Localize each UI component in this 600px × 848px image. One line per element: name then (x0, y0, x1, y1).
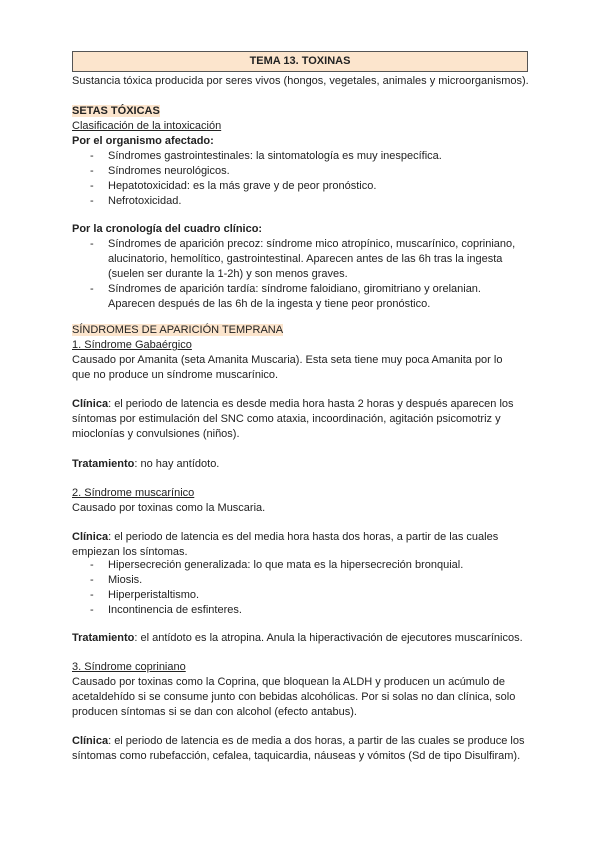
intro-text: Sustancia tóxica producida por seres vivos (hongos, vegetales, animales y microorganismos). (72, 75, 529, 87)
s2-title: 2. Síndrome muscarínico (72, 487, 195, 499)
list-item: - Hipersecreción generalizada: lo que mata es la hipersecreción bronquial. (72, 558, 542, 573)
s2-tratamiento: Tratamiento: el antídoto es la atropina. Anula la hiperactivación de ejecutores muscarínicos. (72, 632, 523, 644)
s1-desc: Causado por Amanita (seta Amanita Muscaria). Esta seta tiene muy poca Amanita por lo que no produce un síndrome muscarínico. (72, 354, 503, 381)
s2-clinica: Clínica: el periodo de latencia es del media hora hasta dos horas, a partir de las cuales empiezan los síntomas. (72, 531, 499, 558)
list-item: - Hiperperistaltismo. (72, 588, 542, 603)
cronologia-list (72, 237, 542, 312)
list-item: - Síndromes neurológicos. (72, 164, 542, 179)
s3-title: 3. Síndrome copriniano (72, 661, 186, 673)
list-item: - Nefrotoxicidad. (72, 194, 542, 209)
list-item: - Incontinencia de esfinteres. (72, 603, 542, 618)
list-item: - Hepatotoxicidad: es la más grave y de peor pronóstico. (72, 179, 542, 194)
s1-tratamiento: Tratamiento: no hay antídoto. (72, 458, 220, 470)
s3-clinica: Clínica: el periodo de latencia es de media a dos horas, a partir de las cuales se produce los síntomas como rubefacción, cefalea, taquicardia, náuseas y vómitos (Sd de tipo Disulfiram). (72, 735, 525, 762)
s3-desc: Causado por toxinas como la Coprina, que bloquean la ALDH y producen un acúmulo de acetaldehído si se consume junto con bebidas alcohólicas. Por si solas no dan clínica, solo producen síntomas si se dan con alcohol (efecto antabus). (72, 676, 516, 718)
s2-list (72, 558, 542, 618)
cronologia-heading: Por la cronología del cuadro clínico: (72, 223, 263, 235)
section-heading-setas: SETAS TÓXICAS (72, 105, 160, 117)
organismo-list (72, 149, 542, 209)
list-item: - Miosis. (72, 573, 542, 588)
clasificacion-subheading: Clasificación de la intoxicación (72, 120, 222, 132)
s2-desc: Causado por toxinas como la Muscaria. (72, 502, 266, 514)
s1-clinica: Clínica: el periodo de latencia es desde media hora hasta 2 horas y después aparecen los síntomas por estimulación del SNC como ataxia, incoordinación, agitación psicomotriz y mioclonías y convulsiones (niños). (72, 398, 514, 440)
list-item-continuation: Aparecen después de las 6h de la ingesta y tiene peor pronóstico. (108, 298, 431, 310)
list-item-continuation: alucinatorio, hemolítico, gastrointestinal. Aparecen antes de las 6h tras la ingesta (108, 253, 503, 265)
section-heading-temprana: SÍNDROMES DE APARICIÓN TEMPRANA (72, 324, 284, 336)
list-item: - Síndromes gastrointestinales: la sintomatología es muy inespecífica. (72, 149, 542, 164)
organismo-heading: Por el organismo afectado: (72, 135, 214, 147)
list-item-continuation: (suelen ser durante la 1-2h) y son menos graves. (108, 268, 348, 280)
list-item: - Síndromes de aparición precoz: síndrome mico atropínico, muscarínico, copriniano, (72, 237, 542, 252)
list-item: - Síndromes de aparición tardía: síndrome faloidiano, giromitriano y orelanian. (72, 282, 542, 297)
s1-title: 1. Síndrome Gabaérgico (72, 339, 192, 351)
page-title: TEMA 13. TOXINAS (72, 51, 528, 72)
